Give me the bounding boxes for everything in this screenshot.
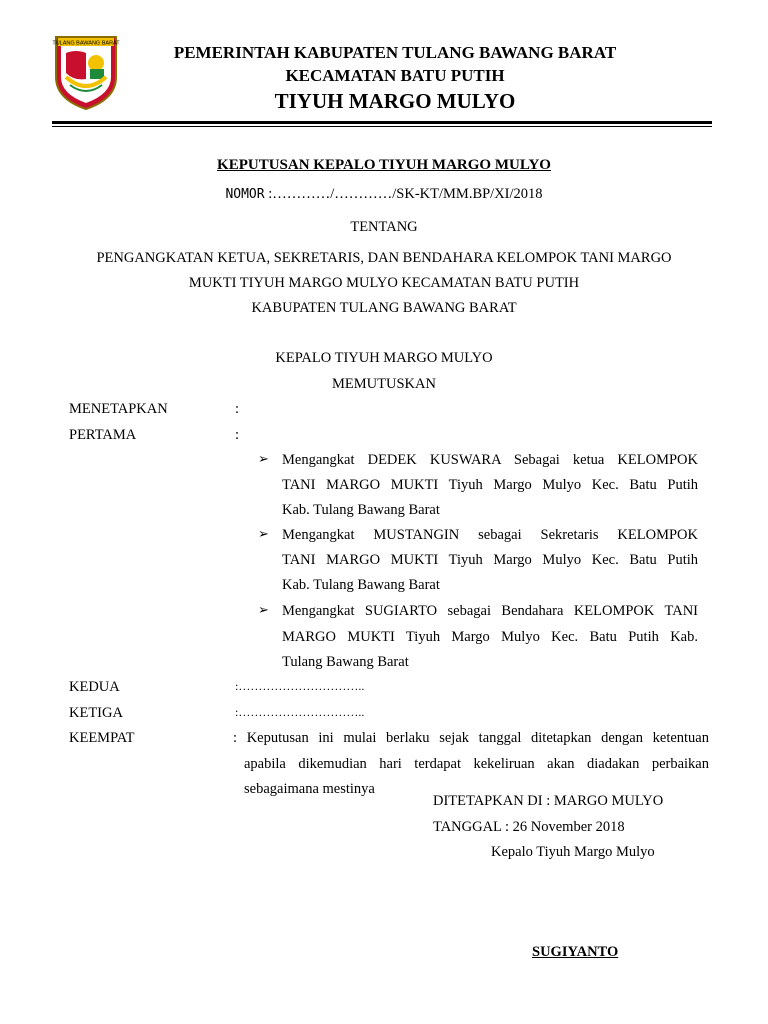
keempat-label: KEEMPAT — [69, 730, 135, 746]
regency-logo — [52, 33, 120, 111]
bullet-arrow-icon: ➢ — [258, 452, 269, 467]
logo-banner-text: TULANG BAWANG BARAT — [52, 40, 120, 47]
bullet-3-line-3: Tulang Bawang Barat — [282, 654, 409, 670]
menetapkan-colon: : — [235, 401, 240, 417]
nomor-dots-1: :…………/ — [268, 186, 335, 202]
kedua-value: :………………………….. — [235, 679, 365, 693]
kedua-label: KEDUA — [69, 679, 120, 695]
pertama-colon: : — [235, 427, 240, 443]
subject-line-1: PENGANGKATAN KETUA, SEKRETARIS, DAN BENDAHARA KELOMPOK TANI MARGO — [96, 250, 672, 266]
bullet-arrow-icon: ➢ — [258, 527, 269, 542]
header-government: PEMERINTAH KABUPATEN TULANG BAWANG BARAT — [173, 43, 617, 62]
bullet-2-line-2: TANI MARGO MUKTI Tiyuh Margo Mulyo Kec. Batu Putih — [282, 552, 698, 568]
keempat-line-2: apabila dikemudian hari terdapat kekeliruan akan diadakan perbaikan — [244, 756, 709, 772]
pertama-label: PERTAMA — [69, 427, 137, 443]
tentang-heading: TENTANG — [350, 219, 418, 235]
keempat-line-1: : Keputusan ini mulai berlaku sejak tanggal ditetapkan dengan ketentuan — [233, 730, 709, 746]
signature-position: Kepalo Tiyuh Margo Mulyo — [491, 844, 655, 860]
document-number — [0, 186, 768, 203]
header-divider-thin — [52, 126, 712, 127]
bullet-2-line-3: Kab. Tulang Bawang Barat — [282, 577, 440, 593]
bullet-1-line-1: Mengangkat DEDEK KUSWARA Sebagai ketua KELOMPOK — [282, 452, 698, 468]
subject-line-3: KABUPATEN TULANG BAWANG BARAT — [251, 300, 517, 316]
memutuskan-heading: MEMUTUSKAN — [332, 376, 436, 392]
bullet-1-line-2: TANI MARGO MUKTI Tiyuh Margo Mulyo Kec. Batu Putih — [282, 477, 698, 493]
header-village: TIYUH MARGO MULYO — [274, 89, 516, 113]
document-title: KEPUTUSAN KEPALO TIYUH MARGO MULYO — [217, 157, 551, 173]
header-divider-thick — [52, 121, 712, 124]
nomor-label: NOMOR — [225, 187, 265, 202]
nomor-suffix: /SK-KT/MM.BP/XI/2018 — [392, 186, 543, 202]
bullet-3-line-1: Mengangkat SUGIARTO sebagai Bendahara KELOMPOK TANI — [282, 603, 698, 619]
signature-name: SUGIYANTO — [532, 944, 619, 960]
bullet-1-line-3: Kab. Tulang Bawang Barat — [282, 502, 440, 518]
keempat-line-3: sebagaimana mestinya — [244, 781, 375, 797]
nomor-dots-2: ………… — [334, 186, 393, 202]
bullet-2-line-1: Mengangkat MUSTANGIN sebagai Sekretaris KELOMPOK — [282, 527, 698, 543]
kepalo-heading: KEPALO TIYUH MARGO MULYO — [275, 350, 493, 366]
subject-line-2: MUKTI TIYUH MARGO MULYO KECAMATAN BATU PUTIH — [188, 275, 580, 291]
menetapkan-label: MENETAPKAN — [69, 401, 168, 417]
bullet-3-line-2: MARGO MUKTI Tiyuh Margo Mulyo Kec. Batu Putih Kab. — [282, 629, 698, 645]
ketiga-label: KETIGA — [69, 705, 123, 721]
header-district: KECAMATAN BATU PUTIH — [285, 66, 505, 85]
signature-date: TANGGAL : 26 November 2018 — [433, 819, 625, 835]
bullet-arrow-icon: ➢ — [258, 603, 269, 618]
signature-place: DITETAPKAN DI : MARGO MULYO — [433, 793, 664, 809]
ketiga-value: :………………………….. — [235, 705, 365, 719]
